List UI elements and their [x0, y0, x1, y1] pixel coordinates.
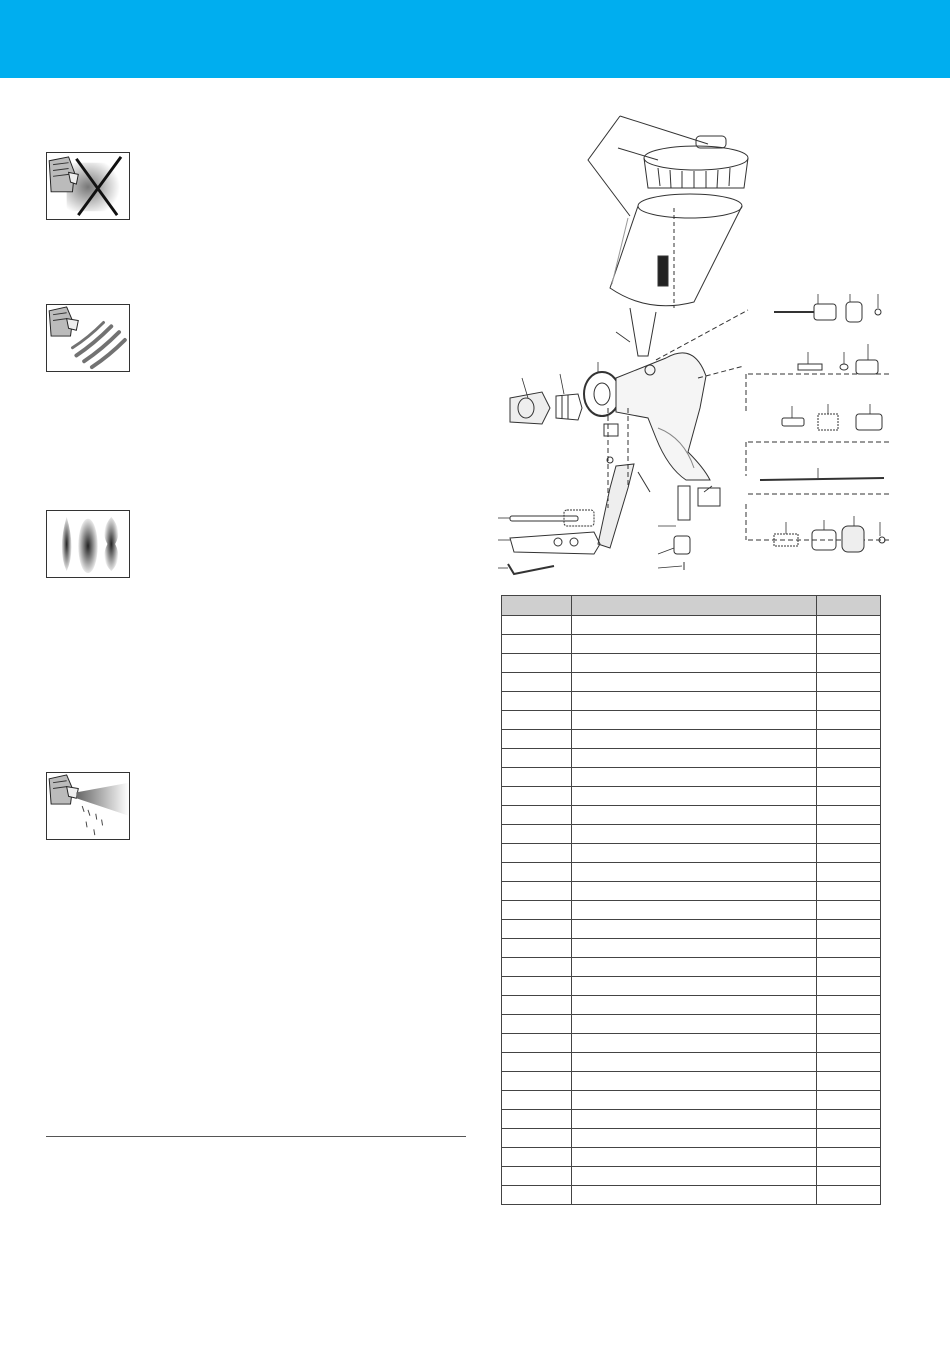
table-row: [502, 958, 881, 977]
table-cell-ref: [502, 882, 572, 901]
table-row: [502, 863, 881, 882]
footer-divider: [46, 1136, 466, 1137]
table-row: [502, 825, 881, 844]
lid-leader-line: [620, 116, 708, 144]
table-cell-quantity: [817, 1015, 881, 1034]
parts-table-header-quantity: [817, 596, 881, 616]
table-cell-description: [572, 977, 817, 996]
parts-table-header-ref: [502, 596, 572, 616]
table-row: [502, 787, 881, 806]
table-cell-quantity: [817, 977, 881, 996]
table-row: [502, 1186, 881, 1205]
table-cell-description: [572, 749, 817, 768]
parts-table-header-row: [502, 596, 881, 616]
table-cell-ref: [502, 787, 572, 806]
air-inlet-drawing: [698, 488, 720, 506]
table-cell-ref: [502, 711, 572, 730]
table-row: [502, 1072, 881, 1091]
table-cell-ref: [502, 616, 572, 635]
table-row: [502, 1091, 881, 1110]
table-cell-ref: [502, 825, 572, 844]
table-cell-description: [572, 1129, 817, 1148]
table-cell-description: [572, 692, 817, 711]
table-cell-description: [572, 901, 817, 920]
table-row: [502, 1053, 881, 1072]
table-cell-quantity: [817, 711, 881, 730]
table-cell-description: [572, 863, 817, 882]
spray-gun-spitting-graphic: [47, 773, 129, 839]
hex-key-drawing: [508, 564, 554, 574]
table-cell-quantity: [817, 825, 881, 844]
table-cell-ref: [502, 1110, 572, 1129]
table-cell-quantity: [817, 863, 881, 882]
table-row: [502, 673, 881, 692]
table-cell-quantity: [817, 1053, 881, 1072]
table-cell-quantity: [817, 787, 881, 806]
table-cell-description: [572, 711, 817, 730]
table-row: [502, 996, 881, 1015]
table-cell-quantity: [817, 901, 881, 920]
table-row: [502, 806, 881, 825]
fitting-drawing: [604, 424, 618, 436]
table-cell-quantity: [817, 749, 881, 768]
table-cell-quantity: [817, 673, 881, 692]
table-cell-ref: [502, 673, 572, 692]
table-row: [502, 1110, 881, 1129]
cleaning-brush-drawing: [510, 510, 594, 526]
spreader-valve-drawing: [782, 414, 882, 430]
spray-pattern-pulsating-icon: [46, 304, 130, 372]
table-cell-description: [572, 1110, 817, 1129]
nozzle-drawing: [556, 394, 582, 420]
table-cell-ref: [502, 692, 572, 711]
table-row: [502, 901, 881, 920]
fluid-adjust-knob-drawing: [774, 526, 885, 552]
table-cell-quantity: [817, 1072, 881, 1091]
table-cell-description: [572, 882, 817, 901]
table-cell-quantity: [817, 1167, 881, 1186]
table-cell-ref: [502, 635, 572, 654]
table-row: [502, 616, 881, 635]
air-valve-drawing: [678, 486, 690, 520]
air-valve-nut-drawing: [674, 536, 690, 554]
table-cell-description: [572, 673, 817, 692]
table-row: [502, 882, 881, 901]
header-band: [0, 0, 950, 78]
table-cell-ref: [502, 768, 572, 787]
table-cell-ref: [502, 1053, 572, 1072]
spray-pattern-pulsating-graphic: [47, 305, 129, 371]
spray-pattern-shapes-graphic: [47, 511, 129, 577]
table-row: [502, 749, 881, 768]
table-cell-description: [572, 996, 817, 1015]
table-cell-description: [572, 806, 817, 825]
fluid-needle-drawing: [760, 478, 884, 480]
table-row: [502, 1167, 881, 1186]
parts-list-table: [501, 595, 881, 1205]
table-cell-ref: [502, 1186, 572, 1205]
table-row: [502, 654, 881, 673]
table-cell-ref: [502, 920, 572, 939]
exploded-view-drawing: [498, 108, 890, 578]
table-cell-ref: [502, 1148, 572, 1167]
table-cell-ref: [502, 749, 572, 768]
cup-lid-drawing: [644, 136, 748, 188]
table-cell-description: [572, 730, 817, 749]
air-cap-drawing: [510, 392, 550, 424]
table-cell-description: [572, 654, 817, 673]
table-row: [502, 730, 881, 749]
spray-gun-spitting-icon: [46, 772, 130, 840]
table-cell-quantity: [817, 1091, 881, 1110]
table-cell-description: [572, 1167, 817, 1186]
table-cell-ref: [502, 844, 572, 863]
table-row: [502, 768, 881, 787]
table-cell-ref: [502, 1034, 572, 1053]
spray-pattern-crossed-out-icon: [46, 152, 130, 220]
table-cell-ref: [502, 863, 572, 882]
table-cell-ref: [502, 1091, 572, 1110]
table-cell-description: [572, 920, 817, 939]
cup-leader-line: [588, 116, 630, 216]
table-cell-description: [572, 1091, 817, 1110]
parts-table-body: [502, 616, 881, 1205]
table-cell-ref: [502, 939, 572, 958]
table-row: [502, 844, 881, 863]
spray-pattern-crossed-out-graphic: [47, 153, 129, 219]
table-cell-description: [572, 787, 817, 806]
table-cell-quantity: [817, 1148, 881, 1167]
table-cell-ref: [502, 901, 572, 920]
wrench-drawing: [510, 532, 600, 554]
table-row: [502, 711, 881, 730]
table-cell-description: [572, 1072, 817, 1091]
table-cell-ref: [502, 996, 572, 1015]
table-cell-description: [572, 958, 817, 977]
table-cell-quantity: [817, 920, 881, 939]
table-cell-ref: [502, 730, 572, 749]
table-row: [502, 1034, 881, 1053]
cup-stem-drawing: [630, 308, 656, 356]
table-cell-quantity: [817, 939, 881, 958]
table-cell-description: [572, 635, 817, 654]
spray-pattern-shapes-icon: [46, 510, 130, 578]
table-cell-description: [572, 768, 817, 787]
table-cell-quantity: [817, 692, 881, 711]
trigger-drawing: [598, 464, 634, 548]
table-cell-description: [572, 1148, 817, 1167]
table-cell-ref: [502, 806, 572, 825]
table-cell-ref: [502, 958, 572, 977]
table-cell-quantity: [817, 616, 881, 635]
parts-table-header-description: [572, 596, 817, 616]
table-cell-quantity: [817, 654, 881, 673]
table-cell-ref: [502, 1072, 572, 1091]
table-row: [502, 635, 881, 654]
gun-body-drawing: [584, 353, 710, 480]
table-cell-quantity: [817, 882, 881, 901]
table-row: [502, 939, 881, 958]
table-cell-quantity: [817, 730, 881, 749]
table-cell-description: [572, 825, 817, 844]
table-cell-quantity: [817, 844, 881, 863]
trigger-pin-drawing: [638, 472, 650, 492]
table-cell-description: [572, 939, 817, 958]
table-cell-ref: [502, 977, 572, 996]
table-cell-quantity: [817, 635, 881, 654]
table-row: [502, 1129, 881, 1148]
fluid-adjuster-assembly-drawing: [774, 302, 881, 322]
table-cell-ref: [502, 1015, 572, 1034]
table-cell-quantity: [817, 1034, 881, 1053]
table-cell-description: [572, 1034, 817, 1053]
table-row: [502, 692, 881, 711]
table-cell-quantity: [817, 806, 881, 825]
table-row: [502, 920, 881, 939]
table-cell-ref: [502, 1129, 572, 1148]
table-cell-quantity: [817, 1186, 881, 1205]
table-row: [502, 1015, 881, 1034]
needle-packing-drawing: [798, 360, 878, 374]
table-cell-description: [572, 844, 817, 863]
table-cell-quantity: [817, 996, 881, 1015]
table-cell-description: [572, 1015, 817, 1034]
table-cell-ref: [502, 654, 572, 673]
table-cell-quantity: [817, 1110, 881, 1129]
table-cell-ref: [502, 1167, 572, 1186]
table-cell-description: [572, 1186, 817, 1205]
table-cell-description: [572, 1053, 817, 1072]
table-row: [502, 1148, 881, 1167]
table-cell-quantity: [817, 768, 881, 787]
paint-cup-drawing: [610, 194, 742, 308]
table-cell-description: [572, 616, 817, 635]
table-cell-quantity: [817, 1129, 881, 1148]
table-row: [502, 977, 881, 996]
exploded-parts-diagram: [498, 108, 890, 578]
table-cell-quantity: [817, 958, 881, 977]
